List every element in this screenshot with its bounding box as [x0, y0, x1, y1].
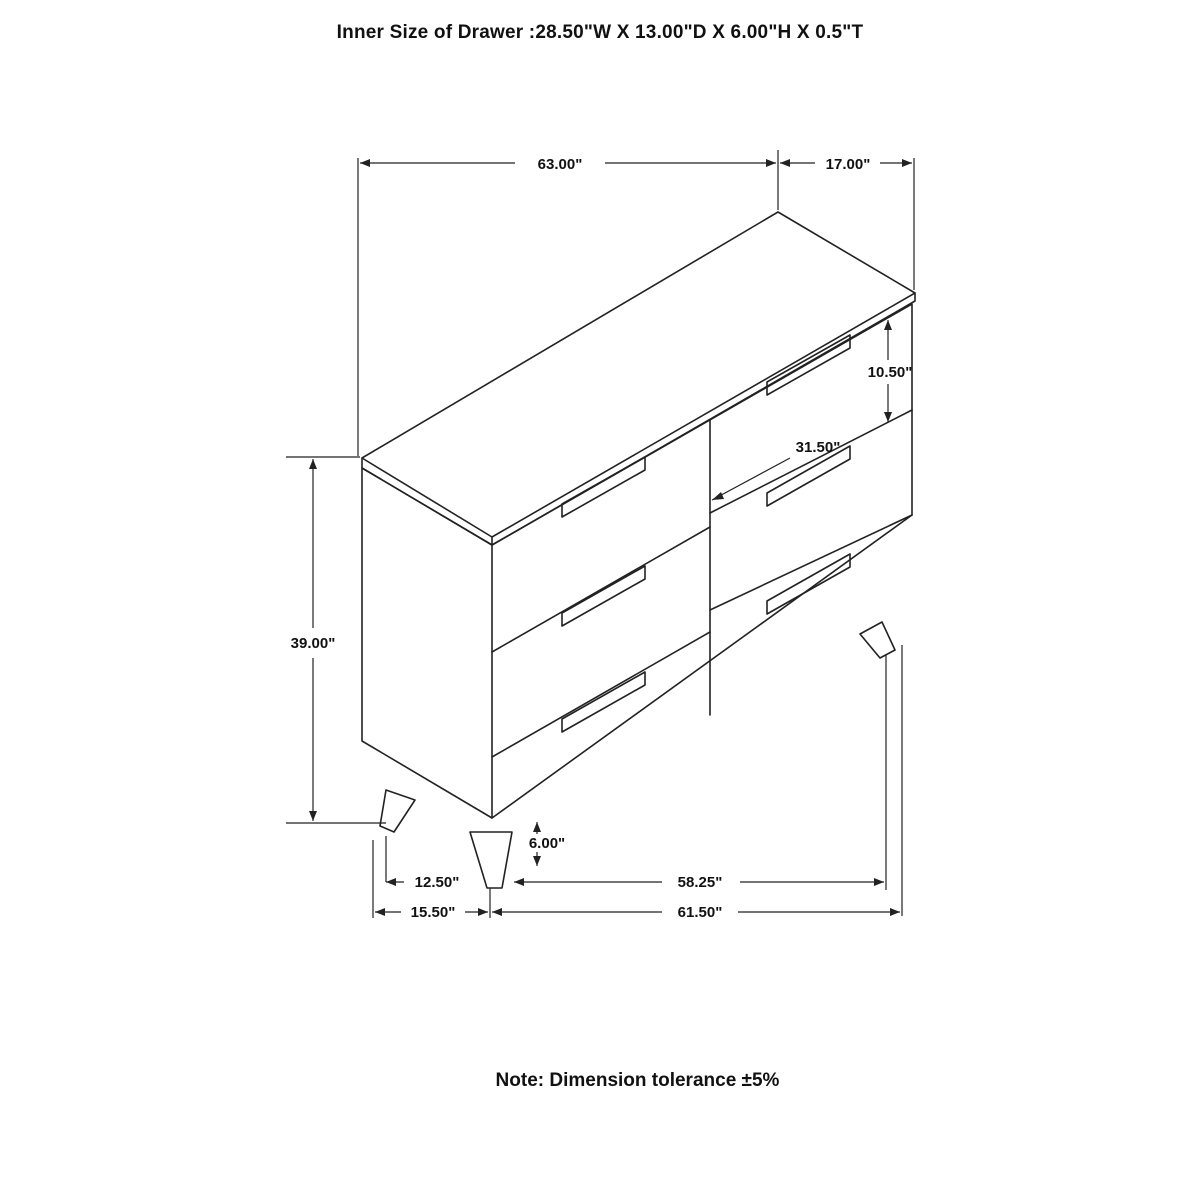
- depth-dimension-label: 17.00": [825, 156, 871, 173]
- drawer-handle: [562, 457, 645, 517]
- side-offset-dimension-label: 15.50": [410, 904, 456, 921]
- dresser-side-panel: [362, 468, 492, 818]
- base-width-dimension-label: 61.50": [677, 904, 723, 921]
- dresser-leg: [380, 790, 415, 832]
- tolerance-note: Note: Dimension tolerance ±5%: [495, 1070, 780, 1091]
- dresser-leg: [470, 832, 512, 888]
- drawer-handle: [767, 335, 850, 395]
- drawer-height-dimension-label: 10.50": [867, 364, 913, 381]
- leg-inset-dimension-label: 12.50": [414, 874, 460, 891]
- drawer-width-dimension-label: 31.50": [795, 439, 841, 456]
- drawer-handle: [562, 566, 645, 626]
- dresser-leg: [860, 622, 895, 658]
- dresser-top: [362, 212, 915, 537]
- drawer-handle: [562, 672, 645, 732]
- dresser-front: [492, 304, 912, 818]
- leg-height-dimension-label: 6.00": [528, 835, 566, 852]
- drawer-inner-size-title: Inner Size of Drawer :28.50"W X 13.00"D X 6.00"H X 0.5"T: [336, 22, 864, 43]
- width-dimension-label: 63.00": [537, 156, 583, 173]
- leg-span-dimension-label: 58.25": [677, 874, 723, 891]
- dresser-top-edge: [362, 458, 492, 545]
- height-dimension-label: 39.00": [290, 635, 336, 652]
